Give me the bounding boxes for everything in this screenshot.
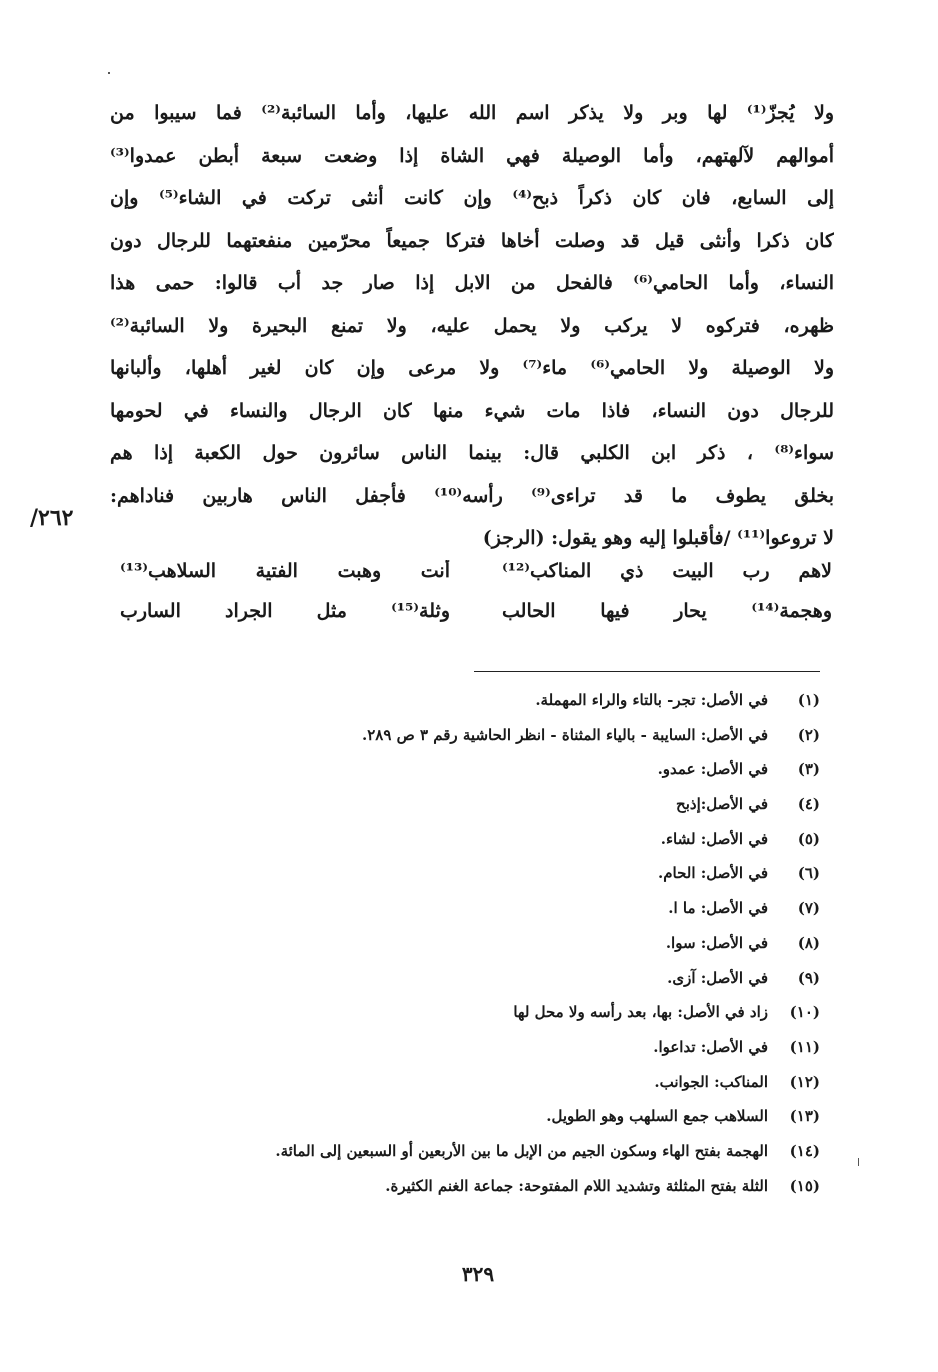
text-line: سواء⁽⁸⁾ ، ذكر ابن الكلبي قال: بينما الناس سائرون حول الكعبة إذا هم [110,442,834,464]
verse-hemistich-right: وهجمة⁽¹⁴⁾ يحار فيها الحالب [502,600,832,622]
footnote-number: (١٥) [789,1176,820,1195]
scan-speck [858,1158,859,1166]
footnote [150,1169,820,1204]
footnote-number: (١٠) [789,1003,820,1022]
footnote [150,926,820,961]
footnote-number: (٧) [797,899,820,918]
footnote-text: في الأصل: الحام. [658,864,768,883]
verse-hemistich-right: لاهم رب البيت ذي المناكب⁽¹²⁾ [502,560,832,582]
verse-hemistich-left: أنت وهبت الفتية السلاهب⁽¹³⁾ [120,560,450,582]
footnote-number: (١) [797,691,820,709]
text-line: كان ذكرا وأنثى قيل قد وصلت أخاها فتركا جميعاً محرّمين منفعتهما للرجال دون [110,229,834,252]
text-line: النساء، وأما الحامي⁽⁶⁾ فالفحل من الابل إذا صار جد أب قالوا: حمى هذا [110,272,834,294]
footnote-text: الثلة بفتح المثلثة وتشديد اللام المفتوحة: جماعة الغنم الكثيرة. [385,1176,768,1195]
verse-line [120,600,832,622]
footnote-text: في الأصل: تداعوا. [653,1037,768,1056]
text-line: للرجال دون النساء، فاذا مات شيء منها كان الرجال والنساء في لحومها [110,399,834,422]
footnote [150,1134,820,1169]
footnote-text: في الأصل: السايبة - بالياء المثناة - انظر الحاشية رقم ٣ ص ٢٨٩. [361,725,768,744]
footnote-text: في الأصل: تجر- بالتاء والراء المهملة. [535,691,768,709]
footnote [150,961,820,996]
page-number: ٣٢٩ [461,1262,495,1286]
footnote-number: (١٣) [789,1107,820,1126]
text-line: ولا الوصيلة ولا الحامي⁽⁶⁾ ماء⁽⁷⁾ ولا مرعى وإن كان لغير أهلها، وألبانها [110,357,834,379]
footnote-text: في الأصل: سوا. [665,933,768,952]
main-text [110,92,834,560]
footnote-text: السلاهب جمع السلهب وهو الطويل. [546,1107,768,1126]
footnote [150,822,820,857]
text-line: إلى السابع، فان كان ذكراً ذبح⁽⁴⁾ وإن كانت أنثى تركت في الشاء⁽⁵⁾ وإن [110,187,834,209]
scan-speck [108,72,110,74]
footnote-text: في الأصل: عمدو. [657,760,768,779]
footnote-separator [474,671,820,672]
text-line: ظهره، فتركوه لا يركب ولا يحمل عليه، ولا تمنع البحيرة ولا السائبة⁽²⁾ [110,314,834,337]
footnote-number: (٣) [797,760,820,779]
footnote [150,1030,820,1065]
footnote-number: (٦) [797,864,820,883]
footnote-text: في الأصل: ما ا. [668,899,768,918]
footnote-number: (٥) [797,829,820,848]
footnote-number: (٩) [797,968,820,987]
footnote-text: زاد في الأصل: بها، بعد رأسه ولا محل لها [513,1003,768,1022]
footnote-text: في الأصل:إذبح [676,795,768,814]
footnote-text: الهجمة بفتح الهاء وسكون الجيم من الإبل ما بين الأربعين أو السبعين إلى المائة. [275,1141,768,1160]
footnotes [150,683,820,1203]
text-line: أموالهم لآلهتهم، وأما الوصيلة فهي الشاة إذا وضعت سبعة أبطن عمدوا⁽³⁾ [110,144,834,167]
footnote [150,787,820,822]
footnote [150,683,820,718]
text-line: ولا يُجزّ⁽¹⁾ لها وبر ولا يذكر اسم الله عليها، وأما السائبة⁽²⁾ فما سيبوا من [110,102,834,124]
footnote-number: (١٤) [789,1141,820,1160]
footnote [150,995,820,1030]
margin-page-reference: ٢٦٢/ [30,505,74,531]
footnote [150,891,820,926]
footnote-number: (٢) [797,725,820,744]
footnote [150,856,820,891]
footnote-number: (٤) [797,795,820,814]
text-line: لا تروعوا⁽¹¹⁾ /فأقبلوا إليه وهو يقول: (الرجز) [482,527,834,549]
footnote-number: (٨) [797,933,820,952]
footnote-text: في الأصل: لشاء. [660,829,768,848]
footnote-text: المناكب: الجوانب. [654,1072,768,1091]
verse-line [120,560,832,582]
footnote-number: (١٢) [789,1072,820,1091]
verse-hemistich-left: وثلة⁽¹⁵⁾ مثل الجراد السارب [120,600,450,622]
text-line: بخلق يطوف ما قد تراءى⁽⁹⁾ رأسه⁽¹⁰⁾ فأجفل الناس هاربين فناداهم: [110,484,834,507]
footnote [150,752,820,787]
footnote-number: (١١) [789,1037,820,1056]
footnote [150,1099,820,1134]
footnote-text: في الأصل: آزى. [667,968,768,987]
footnote [150,718,820,753]
footnote [150,1065,820,1100]
